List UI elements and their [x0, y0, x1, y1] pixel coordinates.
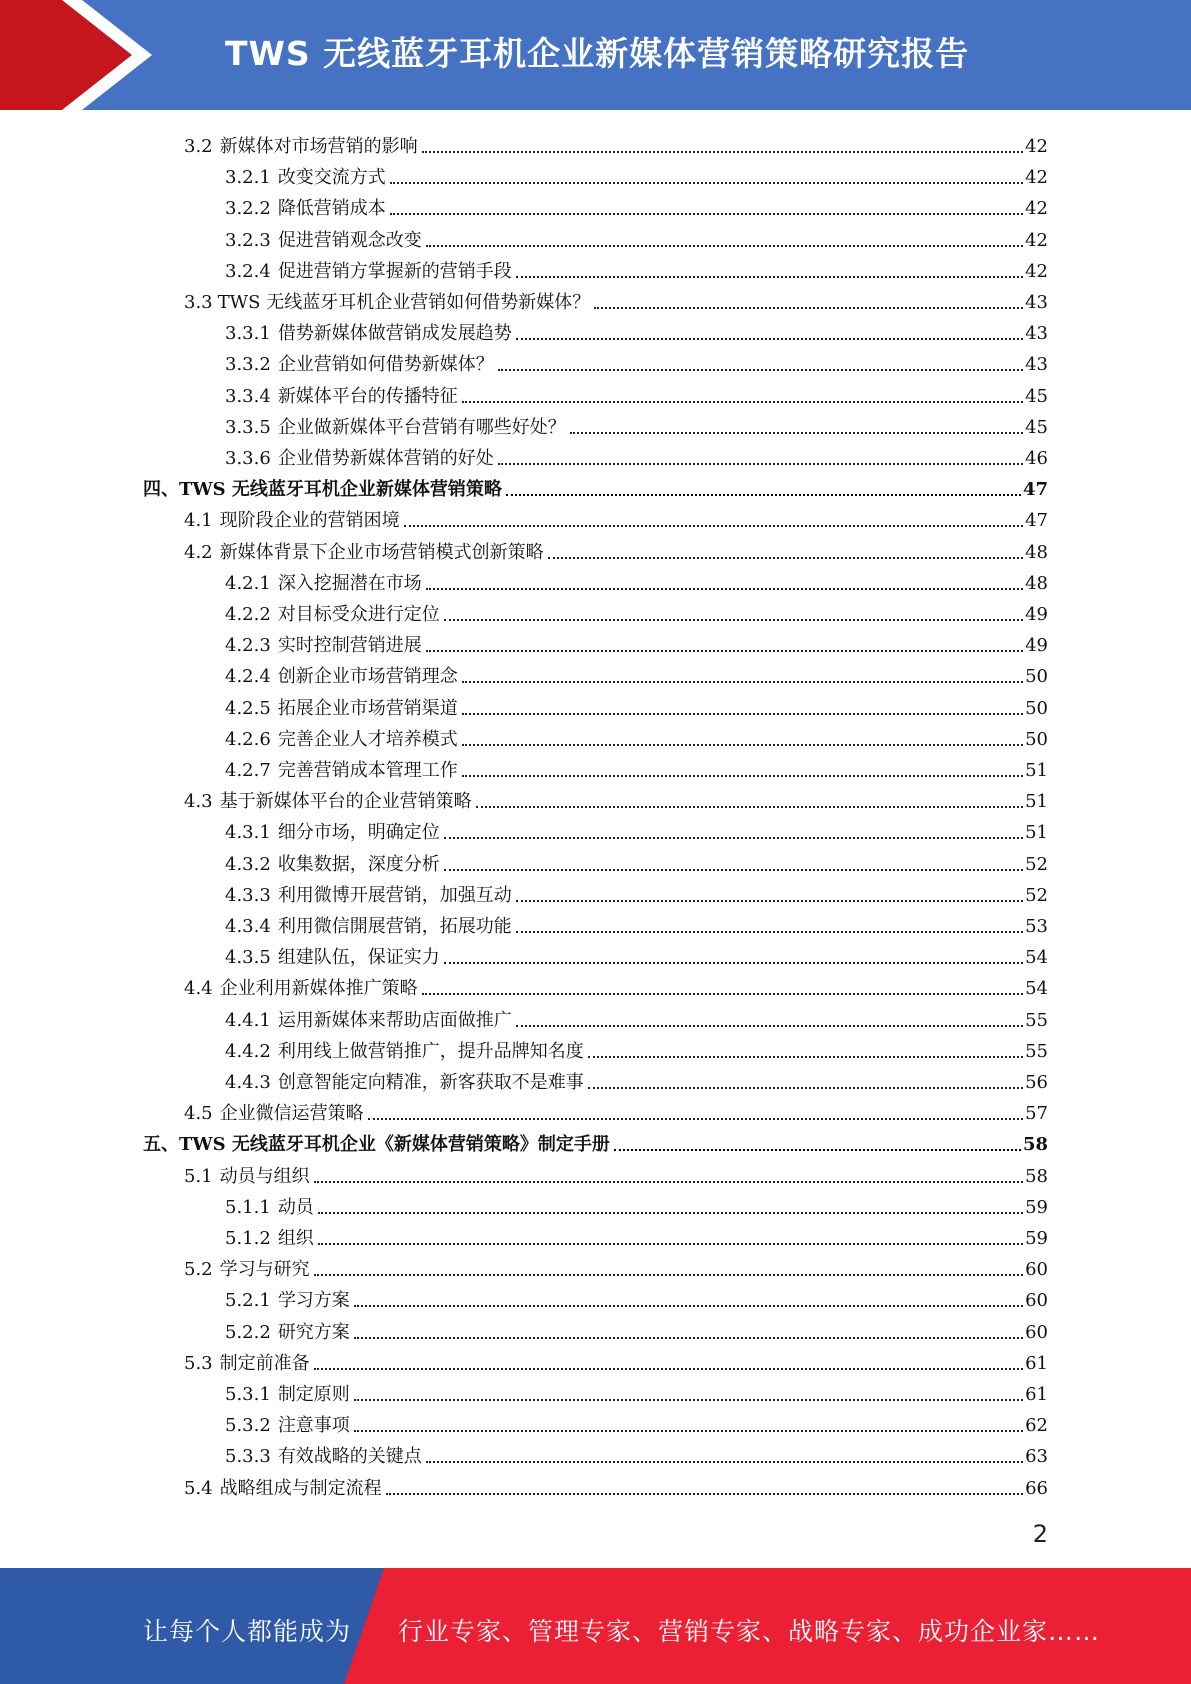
toc-entry-number: 5.3.3: [225, 1446, 271, 1467]
toc-entry-number: 3.3.1: [225, 323, 271, 344]
toc-entry-page: 60: [1025, 1259, 1048, 1280]
toc-entry-title: TWS 无线蓝牙耳机企业《新媒体营销策略》制定手册: [179, 1134, 610, 1155]
toc-entry[interactable]: [225, 657, 1048, 688]
toc-entry[interactable]: [225, 907, 1048, 938]
toc-entry-title: 收集数据，深度分析: [277, 854, 440, 875]
toc-entry-number: 4.1: [184, 510, 213, 531]
toc-dot-leader: [354, 1428, 1023, 1432]
toc-entry-page: 47: [1025, 510, 1048, 531]
toc-entry-title: 细分市场，明确定位: [277, 822, 440, 843]
page-number: 2: [1032, 1520, 1048, 1548]
toc-entry-page: 49: [1025, 604, 1048, 625]
toc-entry-title: 降低营销成本: [277, 198, 386, 219]
toc-entry-title: 组织: [277, 1228, 314, 1249]
toc-entry-number: 4.4: [184, 978, 213, 999]
toc-dot-leader: [516, 898, 1023, 902]
toc-entry-page: 45: [1025, 386, 1048, 407]
toc-entry[interactable]: [225, 689, 1048, 720]
toc-dot-leader: [588, 1054, 1023, 1058]
toc-entry-page: 51: [1025, 760, 1048, 781]
toc-entry-page: 54: [1025, 947, 1048, 968]
toc-entry[interactable]: [225, 1063, 1048, 1094]
toc-entry[interactable]: [225, 377, 1048, 408]
toc-entry-number: 4.2: [184, 542, 213, 563]
toc-dot-leader: [422, 149, 1023, 153]
toc-entry-title: 利用微信開展营销，拓展功能: [277, 916, 512, 937]
toc-entry-number: 3.2.1: [225, 167, 271, 188]
toc-dot-leader: [314, 1272, 1023, 1276]
toc-dot-leader: [444, 617, 1023, 621]
toc-entry-number: 3.3.6: [225, 448, 271, 469]
toc-entry-title: 动员与组织: [219, 1166, 310, 1187]
toc-dot-leader: [354, 1397, 1023, 1401]
toc-dot-leader: [462, 742, 1023, 746]
toc-dot-leader: [476, 804, 1023, 808]
toc-entry-number: 3.2.3: [225, 230, 271, 251]
toc-entry-number: 4.2.2: [225, 604, 271, 625]
chevron-arrow-decoration: [0, 0, 160, 110]
toc-dot-leader: [318, 1210, 1023, 1214]
toc-entry-page: 43: [1025, 323, 1048, 344]
toc-dot-leader: [318, 1241, 1023, 1245]
toc-dot-leader: [444, 960, 1023, 964]
toc-entry[interactable]: [225, 345, 1048, 376]
toc-entry[interactable]: [225, 1375, 1048, 1406]
toc-entry-title: 新媒体平台的传播特征: [277, 386, 458, 407]
toc-entry[interactable]: [225, 1219, 1048, 1250]
toc-entry-page: 60: [1025, 1322, 1048, 1343]
toc-entry[interactable]: [225, 1188, 1048, 1219]
toc-dot-leader: [390, 180, 1023, 184]
toc-entry-title: 对目标受众进行定位: [277, 604, 440, 625]
toc-entry-page: 42: [1025, 136, 1048, 157]
toc-entry-title: 促进营销观念改变: [277, 230, 422, 251]
toc-entry[interactable]: [225, 1437, 1048, 1468]
toc-entry[interactable]: [143, 470, 1048, 501]
toc-entry-page: 43: [1025, 354, 1048, 375]
toc-dot-leader: [426, 586, 1023, 590]
page-footer: [0, 1568, 1191, 1684]
page-header: [0, 0, 1191, 110]
toc-entry[interactable]: [184, 1157, 1048, 1188]
toc-entry[interactable]: [225, 938, 1048, 969]
toc-entry-number: 5.4: [184, 1478, 213, 1499]
toc-entry-number: 4.2.4: [225, 666, 271, 687]
toc-entry-page: 58: [1025, 1166, 1048, 1187]
toc-entry-page: 56: [1025, 1072, 1048, 1093]
toc-entry-title: 完善营销成本管理工作: [277, 760, 458, 781]
toc-dot-leader: [386, 1491, 1023, 1495]
toc-dot-leader: [444, 867, 1023, 871]
toc-entry-title: 有效战略的关键点: [277, 1446, 422, 1467]
toc-entry-title: 新媒体背景下企业市场营销模式创新策略: [219, 542, 544, 563]
toc-entry-number: 4.3.3: [225, 885, 271, 906]
toc-entry-number: 3.2.2: [225, 198, 271, 219]
toc-entry-page: 48: [1025, 542, 1048, 563]
toc-entry-number: 五、: [143, 1134, 179, 1155]
toc-entry-title: 实时控制营销进展: [277, 635, 422, 656]
toc-entry-number: 四、: [143, 479, 179, 500]
toc-entry-page: 58: [1022, 1134, 1048, 1155]
toc-entry-number: 5.1: [184, 1166, 213, 1187]
toc-entry[interactable]: [225, 189, 1048, 220]
toc-entry[interactable]: [184, 1250, 1048, 1281]
toc-entry-title: 企业做新媒体平台营销有哪些好处？: [277, 417, 566, 438]
toc-dot-leader: [444, 835, 1023, 839]
toc-entry-page: 46: [1025, 448, 1048, 469]
toc-dot-leader: [462, 711, 1023, 715]
toc-entry[interactable]: [225, 221, 1048, 252]
toc-entry[interactable]: [225, 720, 1048, 751]
toc-entry-title: 战略组成与制定流程: [219, 1478, 382, 1499]
toc-entry-title: 企业微信运营策略: [219, 1103, 364, 1124]
toc-entry-page: 42: [1025, 261, 1048, 282]
toc-entry-number: 3.3.2: [225, 354, 271, 375]
toc-entry-title: 创新企业市场营销理念: [277, 666, 458, 687]
toc-entry-number: 5.3.2: [225, 1415, 271, 1436]
toc-entry[interactable]: [225, 751, 1048, 782]
toc-entry-title: 组建队伍，保证实力: [277, 947, 440, 968]
toc-entry-title: 深入挖掘潜在市场: [277, 573, 422, 594]
toc-dot-leader: [422, 991, 1023, 995]
toc-entry[interactable]: [225, 564, 1048, 595]
toc-entry-page: 42: [1025, 167, 1048, 188]
toc-entry[interactable]: [225, 813, 1048, 844]
toc-entry-number: 4.4.2: [225, 1041, 271, 1062]
toc-entry[interactable]: [225, 1313, 1048, 1344]
toc-entry-title: 现阶段企业的营销困境: [219, 510, 400, 531]
toc-entry[interactable]: [184, 1469, 1048, 1500]
toc-entry-number: 4.3: [184, 791, 213, 812]
toc-dot-leader: [498, 461, 1023, 465]
toc-entry-title: 注意事项: [277, 1415, 350, 1436]
toc-entry-page: 53: [1025, 916, 1048, 937]
toc-entry-page: 43: [1025, 292, 1048, 313]
footer-slogan-left: 让每个人都能成为: [143, 1617, 352, 1646]
toc-entry-page: 51: [1025, 822, 1048, 843]
footer-slogan-right: 行业专家、管理专家、营销专家、战略专家、成功企业家……: [398, 1617, 1101, 1646]
toc-entry-number: 4.2.7: [225, 760, 271, 781]
toc-entry-page: 57: [1025, 1103, 1048, 1124]
toc-entry-title: 企业营销如何借势新媒体？: [277, 354, 494, 375]
toc-entry-page: 55: [1025, 1010, 1048, 1031]
toc-dot-leader: [390, 211, 1023, 215]
toc-entry-title: 制定原则: [277, 1384, 350, 1405]
toc-entry[interactable]: [143, 1125, 1048, 1156]
toc-entry-page: 54: [1025, 978, 1048, 999]
toc-entry-page: 45: [1025, 417, 1048, 438]
toc-entry-page: 61: [1025, 1353, 1048, 1374]
toc-entry-title: 学习与研究: [219, 1259, 310, 1280]
toc-entry-title: 拓展企业市场营销渠道: [277, 698, 458, 719]
toc-entry-page: 42: [1025, 198, 1048, 219]
toc-entry-number: 5.2.2: [225, 1322, 271, 1343]
toc-entry-number: 3.2: [184, 136, 213, 157]
toc-entry-number: 5.2.1: [225, 1290, 271, 1311]
toc-dot-leader: [506, 492, 1021, 496]
toc-dot-leader: [354, 1303, 1023, 1307]
toc-entry-title: 新媒体对市场营销的影响: [219, 136, 418, 157]
toc-entry-page: 60: [1025, 1290, 1048, 1311]
toc-entry[interactable]: [184, 127, 1048, 158]
toc-entry-number: 5.1.1: [225, 1197, 271, 1218]
toc-entry-number: 4.3.1: [225, 822, 271, 843]
toc-entry-title: TWS 无线蓝牙耳机企业新媒体营销策略: [179, 479, 502, 500]
report-title: TWS 无线蓝牙耳机企业新媒体营销策略研究报告: [225, 34, 970, 73]
toc-entry-page: 55: [1025, 1041, 1048, 1062]
toc-entry-number: 4.3.5: [225, 947, 271, 968]
toc-entry-number: 4.2.1: [225, 573, 271, 594]
toc-entry[interactable]: [225, 876, 1048, 907]
toc-dot-leader: [516, 274, 1023, 278]
toc-dot-leader: [516, 336, 1023, 340]
toc-dot-leader: [462, 679, 1023, 683]
toc-entry-title: TWS 无线蓝牙耳机企业营销如何借势新媒体？: [217, 292, 591, 313]
toc-entry-title: 企业借势新媒体营销的好处: [277, 448, 494, 469]
toc-entry-title: 基于新媒体平台的企业营销策略: [219, 791, 472, 812]
toc-entry[interactable]: [225, 1001, 1048, 1032]
toc-entry[interactable]: [225, 1281, 1048, 1312]
toc-entry-page: 50: [1025, 666, 1048, 687]
toc-entry[interactable]: [184, 969, 1048, 1000]
toc-dot-leader: [426, 243, 1023, 247]
toc-entry-title: 制定前准备: [219, 1353, 310, 1374]
toc-entry-page: 49: [1025, 635, 1048, 656]
toc-entry[interactable]: [225, 314, 1048, 345]
toc-entry-title: 研究方案: [277, 1322, 350, 1343]
toc-entry-page: 61: [1025, 1384, 1048, 1405]
toc-dot-leader: [426, 1459, 1023, 1463]
toc-entry[interactable]: [225, 1406, 1048, 1437]
toc-entry-number: 3.3.4: [225, 386, 271, 407]
toc-entry-title: 运用新媒体来帮助店面做推广: [277, 1010, 512, 1031]
toc-dot-leader: [426, 648, 1023, 652]
toc-entry-title: 企业利用新媒体推广策略: [219, 978, 418, 999]
toc-entry[interactable]: [184, 782, 1048, 813]
toc-entry-title: 学习方案: [277, 1290, 350, 1311]
toc-entry-page: 50: [1025, 698, 1048, 719]
toc-entry-title: 改变交流方式: [277, 167, 386, 188]
toc-entry-page: 52: [1025, 885, 1048, 906]
toc-dot-leader: [368, 1116, 1023, 1120]
toc-entry[interactable]: [225, 439, 1048, 470]
toc-entry-number: 5.2: [184, 1259, 213, 1280]
toc-dot-leader: [588, 1085, 1023, 1089]
toc-dot-leader: [314, 1366, 1023, 1370]
toc-entry[interactable]: [225, 845, 1048, 876]
toc-entry[interactable]: [225, 158, 1048, 189]
toc-entry[interactable]: [225, 252, 1048, 283]
toc-entry-number: 4.4.3: [225, 1072, 271, 1093]
toc-dot-leader: [404, 523, 1023, 527]
toc-entry[interactable]: [184, 1344, 1048, 1375]
toc-entry-page: 51: [1025, 791, 1048, 812]
toc-entry-number: 5.3: [184, 1353, 213, 1374]
toc-entry-number: 4.3.2: [225, 854, 271, 875]
toc-entry[interactable]: [184, 283, 1048, 314]
toc-entry[interactable]: [225, 408, 1048, 439]
toc-entry-number: 4.2.5: [225, 698, 271, 719]
toc-dot-leader: [314, 1179, 1023, 1183]
toc-entry[interactable]: [184, 1094, 1048, 1125]
toc-entry-title: 借势新媒体做营销成发展趋势: [277, 323, 512, 344]
toc-entry-page: 59: [1025, 1228, 1048, 1249]
toc-entry-page: 59: [1025, 1197, 1048, 1218]
toc-dot-leader: [570, 430, 1023, 434]
toc-entry-number: 4.2.3: [225, 635, 271, 656]
toc-entry-page: 48: [1025, 573, 1048, 594]
toc-entry-title: 动员: [277, 1197, 314, 1218]
toc-entry-page: 42: [1025, 230, 1048, 251]
toc-entry-number: 4.4.1: [225, 1010, 271, 1031]
toc-entry-page: 47: [1022, 479, 1048, 500]
toc-entry-number: 5.1.2: [225, 1228, 271, 1249]
toc-entry[interactable]: [184, 501, 1048, 532]
toc-dot-leader: [462, 773, 1023, 777]
toc-entry[interactable]: [225, 626, 1048, 657]
toc-dot-leader: [516, 1023, 1023, 1027]
toc-entry-page: 63: [1025, 1446, 1048, 1467]
toc-dot-leader: [354, 1335, 1023, 1339]
toc-entry-page: 52: [1025, 854, 1048, 875]
toc-entry-number: 4.3.4: [225, 916, 271, 937]
toc-entry-title: 利用线上做营销推广，提升品牌知名度: [277, 1041, 584, 1062]
toc-entry-title: 创意智能定向精准，新客获取不是难事: [277, 1072, 584, 1093]
toc-entry[interactable]: [184, 533, 1048, 564]
toc-entry[interactable]: [225, 595, 1048, 626]
toc-dot-leader: [462, 399, 1023, 403]
toc-entry-number: 5.3.1: [225, 1384, 271, 1405]
toc-entry-title: 促进营销方掌握新的营销手段: [277, 261, 512, 282]
toc-dot-leader: [614, 1147, 1021, 1151]
toc-dot-leader: [498, 367, 1023, 371]
toc-entry-page: 62: [1025, 1415, 1048, 1436]
toc-dot-leader: [594, 305, 1023, 309]
toc-entry-page: 66: [1025, 1478, 1048, 1499]
toc-entry-number: 4.5: [184, 1103, 213, 1124]
toc-entry-number: 3.3: [184, 292, 213, 313]
toc-entry-title: 完善企业人才培养模式: [277, 729, 458, 750]
toc-entry-number: 3.2.4: [225, 261, 271, 282]
toc-entry-page: 50: [1025, 729, 1048, 750]
toc-dot-leader: [548, 555, 1023, 559]
toc-dot-leader: [516, 929, 1023, 933]
toc-entry-title: 利用微博开展营销，加强互动: [277, 885, 512, 906]
toc-entry-number: 4.2.6: [225, 729, 271, 750]
toc-entry-number: 3.3.5: [225, 417, 271, 438]
toc-entry[interactable]: [225, 1032, 1048, 1063]
